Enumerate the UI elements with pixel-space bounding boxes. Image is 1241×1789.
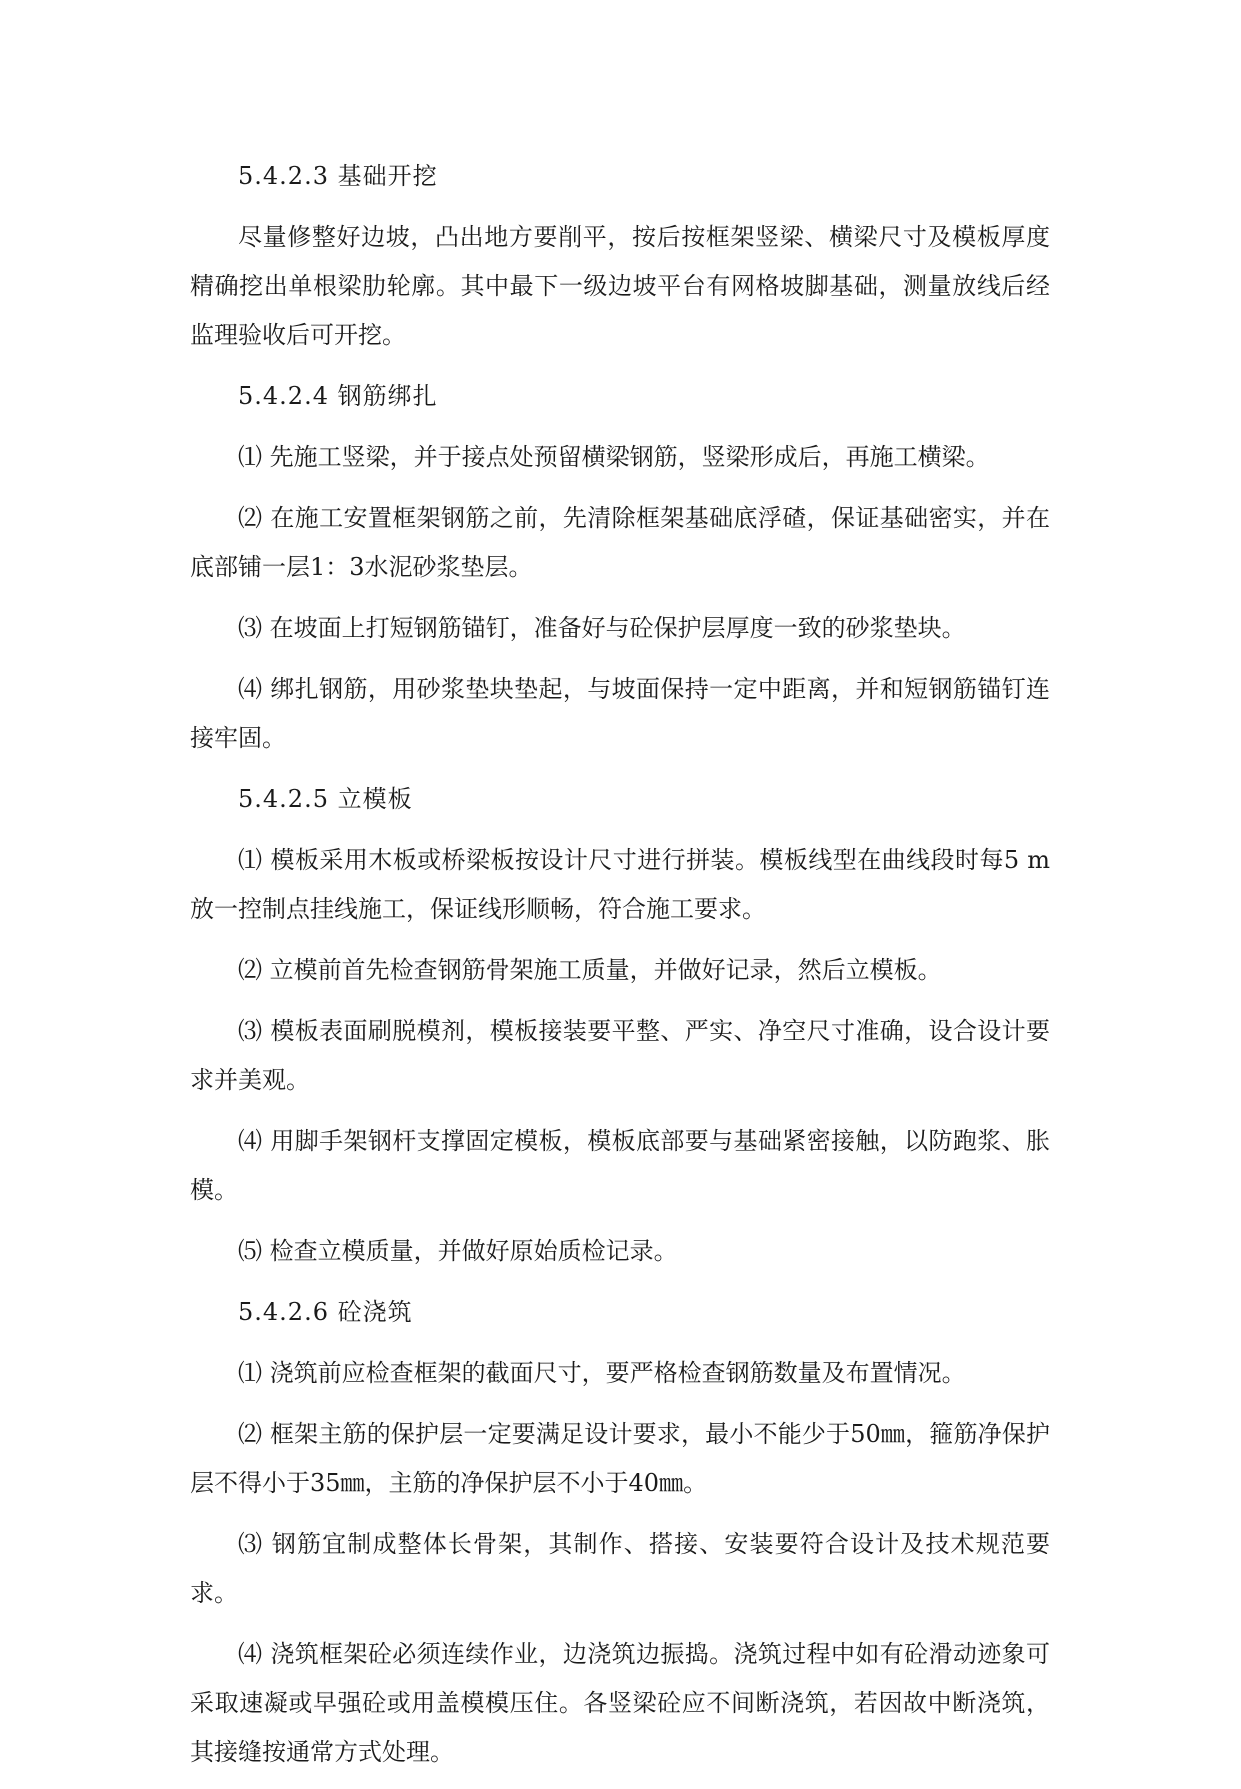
list-item: ⑵ 在施工安置框架钢筋之前，先清除框架基础底浮碴，保证基础密实，并在底部铺一层1：3水泥砂浆垫层。: [190, 504, 1050, 581]
section-heading-5-4-2-4: 5.4.2.4 钢筋绑扎: [238, 382, 438, 410]
list-item: ⑷ 用脚手架钢杆支撑固定模板，模板底部要与基础紧密接触，以防跑浆、胀模。: [190, 1127, 1050, 1204]
paragraph: 尽量修整好边坡，凸出地方要削平，按后按框架竖梁、横梁尺寸及模板厚度精确挖出单根梁肋轮廓。其中最下一级边坡平台有网格坡脚基础，测量放线后经监理验收后可开挖。: [190, 223, 1050, 349]
document-body: [190, 152, 1050, 1789]
list-item: ⑵ 立模前首先检查钢筋骨架施工质量，并做好记录，然后立模板。: [238, 956, 942, 984]
list-item: ⑶ 在坡面上打短钢筋锚钉，准备好与砼保护层厚度一致的砂浆垫块。: [238, 614, 966, 642]
list-item: ⑴ 浇筑前应检查框架的截面尺寸，要严格检查钢筋数量及布置情况。: [238, 1359, 966, 1387]
list-item: ⑷ 浇筑框架砼必须连续作业，边浇筑边振捣。浇筑过程中如有砼滑动迹象可采取速凝或早强砼或用盖模模压住。各竖梁砼应不间断浇筑，若因故中断浇筑，其接缝按通常方式处理。: [190, 1640, 1050, 1766]
list-item: ⑴ 先施工竖梁，并于接点处预留横梁钢筋，竖梁形成后，再施工横梁。: [238, 443, 990, 471]
list-item: ⑶ 模板表面刷脱模剂，模板接装要平整、严实、净空尺寸准确，设合设计要求并美观。: [190, 1017, 1050, 1094]
list-item: ⑵ 框架主筋的保护层一定要满足设计要求，最小不能少于50㎜，箍筋净保护层不得小于35㎜，主筋的净保护层不小于40㎜。: [190, 1420, 1050, 1497]
list-item: ⑶ 钢筋宜制成整体长骨架，其制作、搭接、安装要符合设计及技术规范要求。: [190, 1530, 1050, 1607]
list-item: ⑴ 模板采用木板或桥梁板按设计尺寸进行拼装。模板线型在曲线段时每5 m放一控制点挂线施工，保证线形顺畅，符合施工要求。: [190, 846, 1050, 923]
section-heading-5-4-2-5: 5.4.2.5 立模板: [238, 785, 413, 813]
section-heading-5-4-2-3: 5.4.2.3 基础开挖: [238, 162, 438, 190]
section-heading-5-4-2-6: 5.4.2.6 砼浇筑: [238, 1298, 413, 1326]
list-item: ⑷ 绑扎钢筋，用砂浆垫块垫起，与坡面保持一定中距离，并和短钢筋锚钉连接牢固。: [190, 675, 1050, 752]
list-item: ⑸ 检查立模质量，并做好原始质检记录。: [238, 1237, 678, 1265]
